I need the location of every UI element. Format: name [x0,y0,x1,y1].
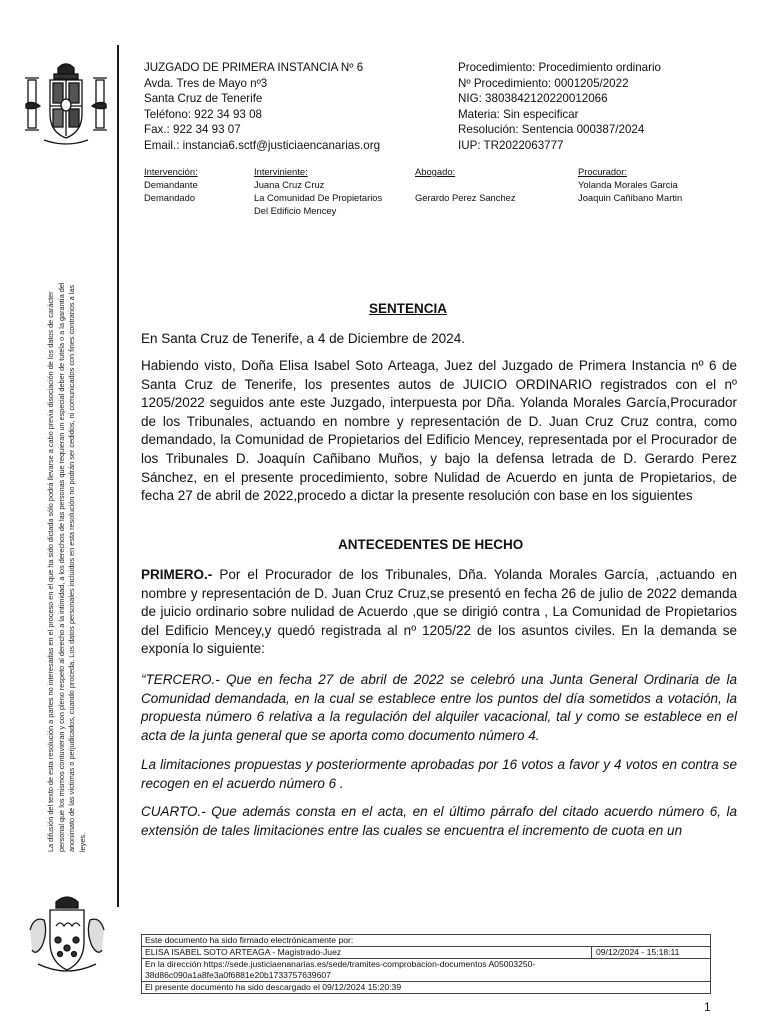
parties-cell: Del Edificio Mencey [254,205,337,216]
primero-paragraph [141,566,737,659]
signature-box [141,934,711,994]
parties-col-intervention [144,165,198,204]
section-heading: ANTECEDENTES DE HECHO [338,537,524,552]
signature-date: 09/12/2024 - 15:18:11 [591,947,679,958]
primero-label: PRIMERO.- [141,567,213,582]
procedure-nig: NIG: 3803842120220012066 [458,92,608,106]
procedure-iup: IUP: TR2022063777 [458,138,564,152]
court-info [144,60,380,154]
verification-link[interactable]: En la dirección https://sede.justiciaenanarias.es/sede/tramites-comprobacion-documentos A05003250-38d86c090a1a8fe3a0f6881e20b1733757639607 [145,959,536,980]
side-note-line: leyes. [77,832,87,852]
signature-row [142,935,710,947]
parties-col-party [254,165,382,217]
signature-row [142,959,710,982]
court-city: Santa Cruz de Tenerife [144,92,263,106]
quote-tercero: “TERCERO.- Que en fecha 27 de abril de 2022 se celebró una Junta General Ordinaria de la Comunidad demandada, en la cual se establece entre los puntos del día sometidos a votación, la propuesta número 6 relativa a la regulación del alquiler vacacional, tal y como se establece en el acta de la junta general que se aporta como documento número 4. [141,672,737,743]
quote-limitaciones: La limitaciones propuestas y posteriormente aprobadas por 16 votos a favor y 4 votos en contra se recogen en el acuerdo número 6 . [141,757,737,791]
side-note-line: La difusión del texto de esta resolución a partes no interesadas en el proceso en el que ha sido dictada sólo podrá llevarse a cabo previa disociación de los datos de carácter [46,291,55,852]
canarias-coat-of-arms-emblem [22,890,112,982]
parties-cell: Demandado [144,192,196,203]
signed-notice: Este documento ha sido firmado electrónicamente por: [145,935,354,945]
court-fax: Fax.: 922 34 93 07 [144,123,241,137]
parties-cell: La Comunidad De Propietarios [254,192,383,203]
procedure-type: Procedimiento: Procedimiento ordinario [458,61,661,74]
parties-cell: Juana Cruz Cruz [254,179,325,190]
place-date: En Santa Cruz de Tenerife, a 4 de Diciembre de 2024. [141,331,465,346]
parties-col-lawyer [415,165,516,204]
signature-row [142,982,710,993]
court-phone: Teléfono: 922 34 93 08 [144,107,262,121]
page-number: 1 [704,1000,711,1014]
intro-paragraph: Habiendo visto, Doña Elisa Isabel Soto Arteaga, Juez del Juzgado de Primera Instancia nº 6 de Santa Cruz de Tenerife, los presentes autos de JUICIO ORDINARIO registrados con el nº 1205/2022 seguidos ante este Juzgado, interpuesta por Dña. Yolanda Morales García,Procurador de los Tribunales, actuando en nombre y representación de D. Juan Cruz Cruz contra, como demandado, la Comunidad de Propietarios del Edificio Mencey, representada por el Procurador de los Tribunales D. Joaquín Cañibano Muños, y bajo la defensa letrada de D. Gerardo Perez Sánchez, en el presente procedimiento, sobre Nulidad de Acuerdo en junta de Propietarios, de fecha 27 de abril de 2022,procedo a dictar la presente resolución con base en los siguientes [141,358,737,504]
procedure-matter: Materia: Sin especificar [458,107,579,121]
procedure-number: Nº Procedimiento: 0001205/2022 [458,76,629,90]
parties-header: Procurador: [578,166,627,177]
privacy-side-note [46,132,88,852]
signature-row [142,947,710,959]
parties-cell: Demandante [144,179,198,190]
parties-header: Abogado: [415,166,456,177]
procedure-info [458,60,661,154]
parties-cell: Joaquin Cañibano Martin [578,192,683,203]
parties-cell [415,178,516,191]
quote-cuarto: CUARTO.- Que además consta en el acta, en el último párrafo del citado acuerdo número 6, la extensión de tales limitaciones entre las cuales se encuentra el incremento de cuota en un [141,804,737,838]
signer-name: ELISA ISABEL SOTO ARTEAGA - Magistrado-Juez [145,947,342,957]
parties-cell: Yolanda Morales Garcia [578,179,678,190]
side-note-line: anonimato de las víctimas o perjudicados, cuando proceda. Los datos personales incluidos en esta resolución no podrán ser cedidos, ni comunicados con fines contrarios a las [67,284,77,852]
side-note-line: personal que los mismos contuvieran y con pleno respeto al derecho a la intimidad, a los derechos de las personas que requieran un especial deber de tutela o a la garantía del [56,282,66,852]
parties-col-procurator [578,165,682,204]
parties-cell: Gerardo Perez Sanchez [415,192,516,203]
download-notice: El presente documento ha sido descargado el 09/12/2024 15:20:39 [145,982,402,992]
margin-vertical-line [117,45,119,907]
primero-text: Por el Procurador de los Tribunales, Dña. Yolanda Morales García, ,actuando en nombre y representación de D. Juan Cruz Cruz,se presentó en fecha 26 de julio de 2022 demanda de juicio ordinario sobre nulidad de Acuerdo ,que se dirigió contra , La Comunidad de Propietarios del Edificio Mencey,y quedó registrada al nº 1205/22 de los asuntos civiles. En la demanda se exponía lo siguiente: [141,567,737,657]
document-title: SENTENCIA [369,301,448,316]
court-email: Email.: instancia6.sctf@justiciaencanarias.org [144,138,381,152]
procedure-resolution: Resolución: Sentencia 000387/2024 [458,123,645,137]
court-name: JUZGADO DE PRIMERA INSTANCIA Nº 6 [144,61,364,74]
court-address: Avda. Tres de Mayo nº3 [144,76,268,90]
parties-header: Intervención: [144,166,198,177]
parties-header: Interviniente: [254,166,308,177]
